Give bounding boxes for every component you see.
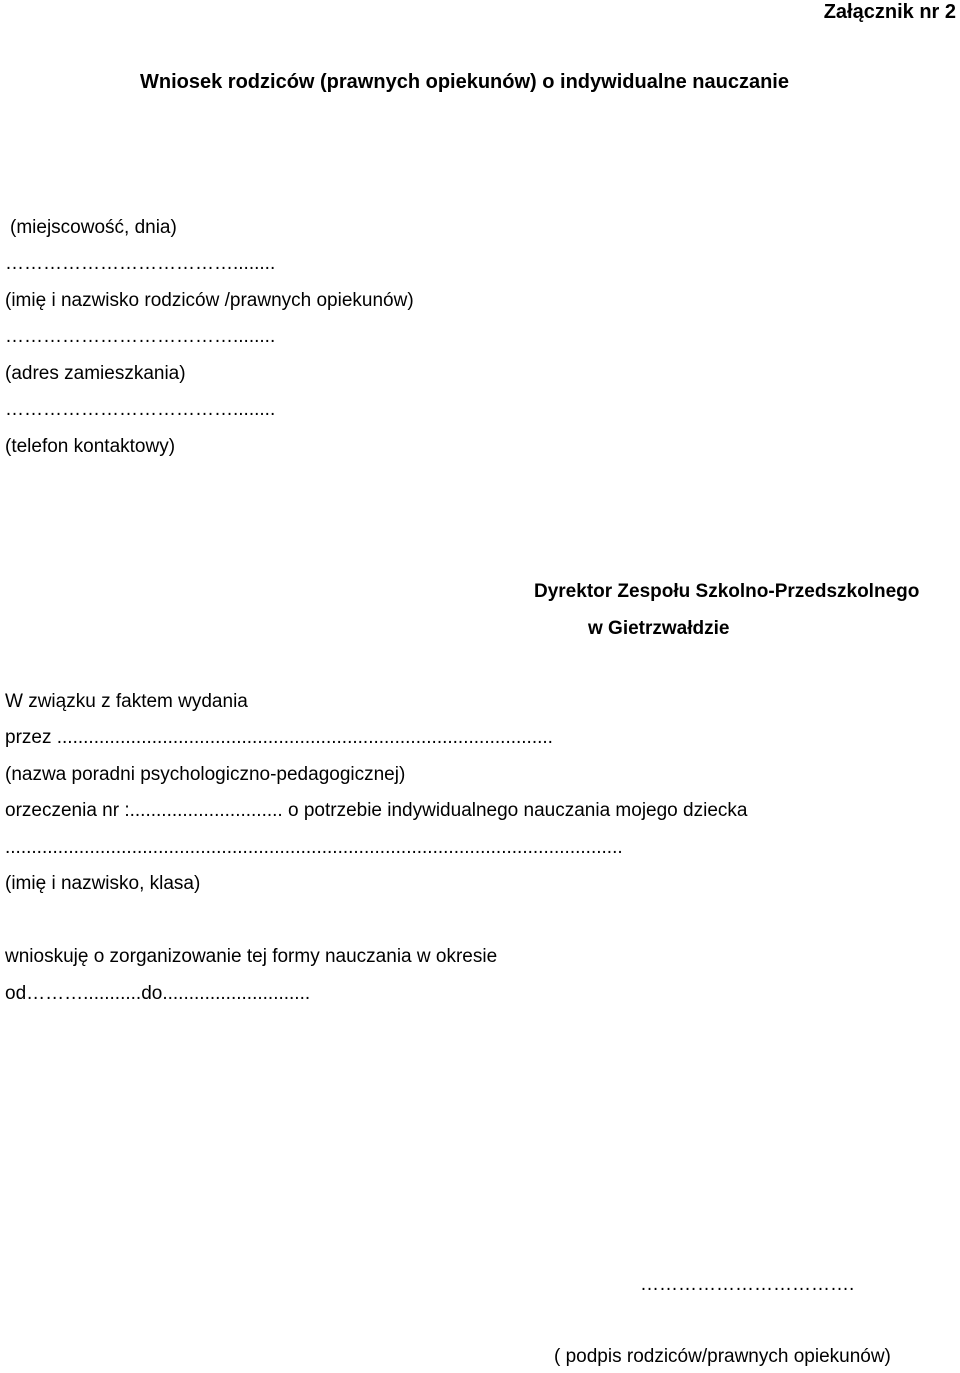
body-line-certificate: orzeczenia nr :............................. o potrzebie indywidualnego nauczania mojego dziecka — [5, 800, 748, 821]
address-fill-line: ………………………………........ — [5, 326, 276, 347]
phone-fill-line: ………………………………........ — [5, 399, 276, 420]
addressee-location: w Gietrzwałdzie — [588, 618, 730, 639]
body-line-child-fill: ..................................................................................................................... — [5, 837, 623, 858]
body-line-period: od………...........do............................ — [5, 983, 311, 1004]
body-line-request: wnioskuję o zorganizowanie tej formy nauczania w okresie — [5, 946, 498, 967]
body-line-child-label: (imię i nazwisko, klasa) — [5, 873, 201, 894]
addressee-title: Dyrektor Zespołu Szkolno-Przedszkolnego — [534, 581, 920, 602]
parents-name-fill-line: ………………………………........ — [5, 253, 276, 274]
signature-label: ( podpis rodziców/prawnych opiekunów) — [554, 1346, 891, 1367]
body-line-intro: W związku z faktem wydania — [5, 691, 248, 712]
body-line-issuer-label: (nazwa poradni psychologiczno-pedagogicznej) — [5, 764, 406, 785]
phone-label: (telefon kontaktowy) — [5, 436, 176, 457]
signature-fill-line: ……………………………. — [640, 1274, 855, 1295]
annex-label: Załącznik nr 2 — [823, 1, 956, 23]
place-date-label: (miejscowość, dnia) — [10, 217, 177, 238]
parents-name-label: (imię i nazwisko rodziców /prawnych opiekunów) — [5, 290, 414, 311]
body-line-issuer-fill: przez .............................................................................................. — [5, 727, 553, 748]
address-label: (adres zamieszkania) — [5, 363, 186, 384]
document-title: Wniosek rodziców (prawnych opiekunów) o indywidualne nauczanie — [140, 71, 789, 93]
